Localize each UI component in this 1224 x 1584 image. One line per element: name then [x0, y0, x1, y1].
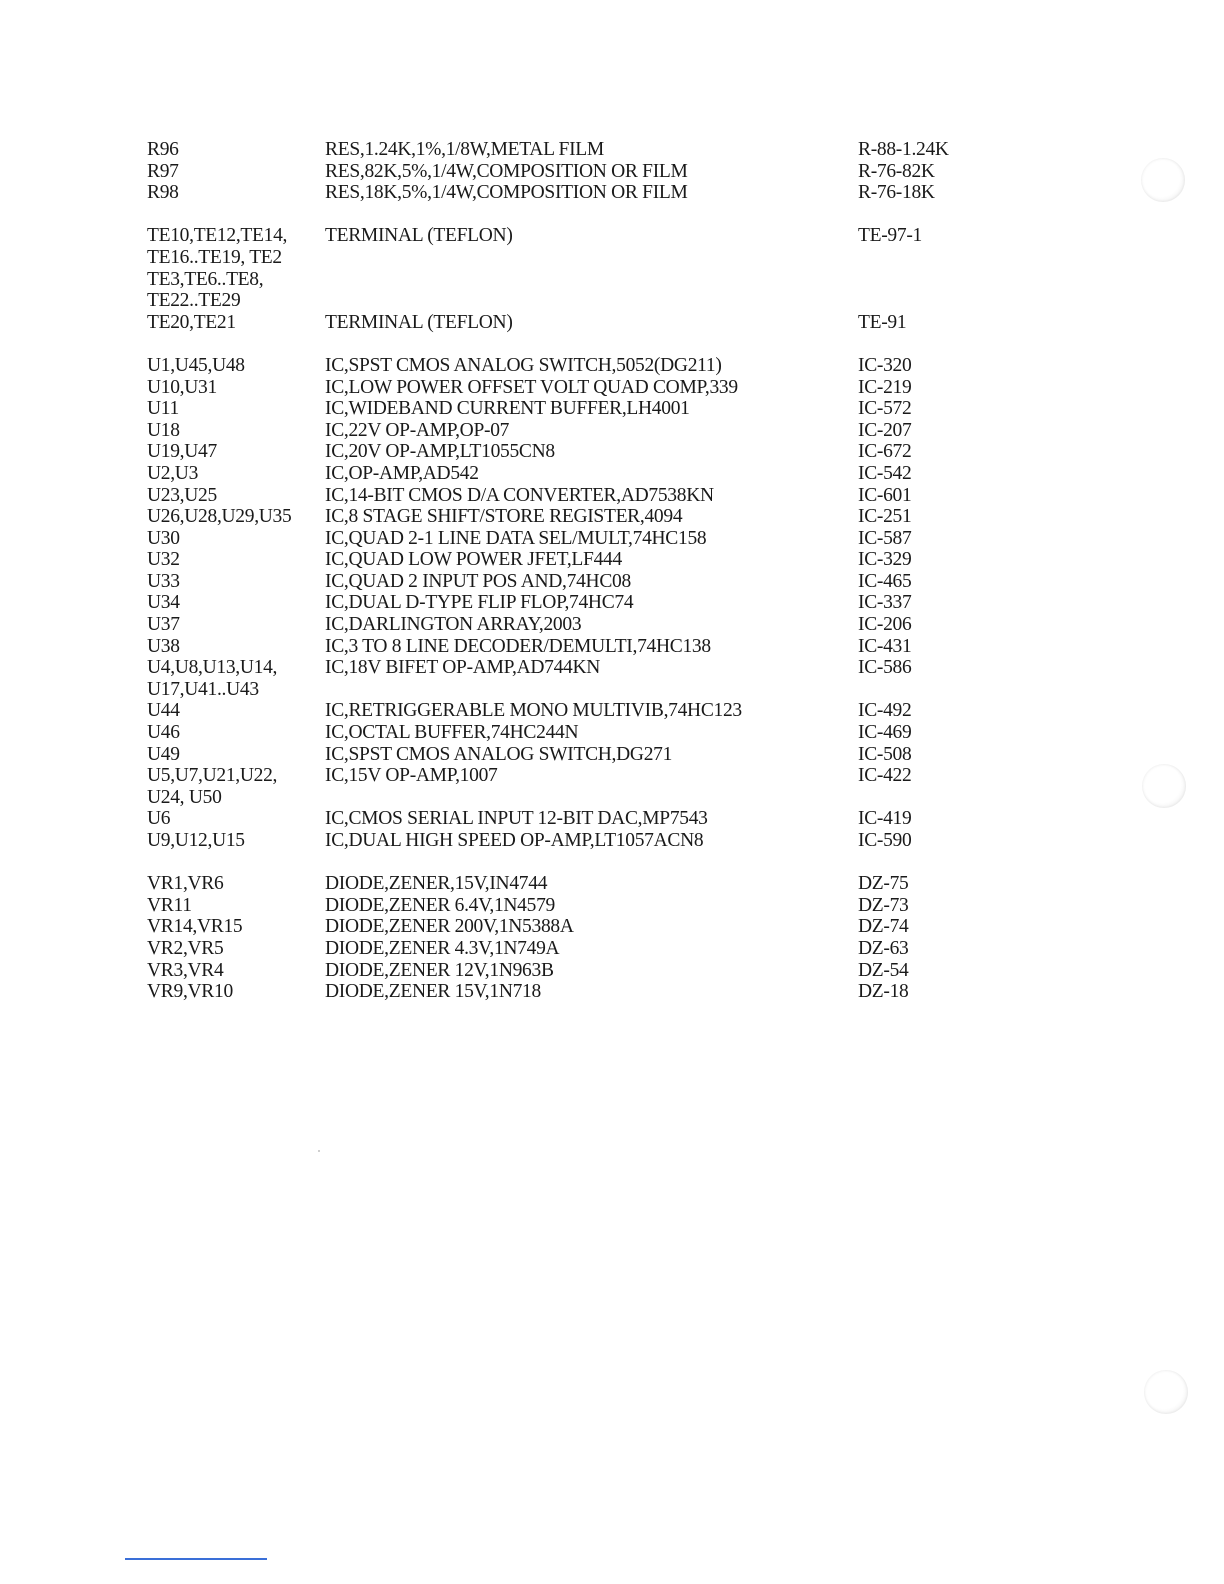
part-number: IC-601 — [858, 484, 912, 506]
reference-designator: R96 — [147, 139, 179, 160]
part-number: DZ-18 — [858, 981, 909, 1003]
reference-designator: U32 — [147, 549, 180, 571]
part-number: DZ-74 — [858, 916, 909, 938]
list-item — [147, 960, 1007, 982]
punch-hole-top — [1141, 158, 1185, 202]
scan-speck — [318, 1150, 320, 1152]
part-number: DZ-54 — [858, 959, 909, 981]
list-item — [147, 463, 1007, 485]
reference-designator: U11 — [147, 398, 179, 420]
reference-designator: U30 — [147, 527, 180, 549]
part-description: IC,SPST CMOS ANALOG SWITCH,DG271 — [325, 743, 673, 765]
list-item — [147, 377, 1007, 399]
reference-designator: U37 — [147, 614, 180, 636]
part-description: RES,18K,5%,1/4W,COMPOSITION OR FILM — [325, 182, 688, 204]
reference-designator: U46 — [147, 722, 180, 744]
part-description: IC,14-BIT CMOS D/A CONVERTER,AD7538KN — [325, 484, 714, 506]
part-number: IC-320 — [858, 354, 912, 376]
part-description: IC,15V OP-AMP,1007 — [325, 765, 498, 787]
part-number: DZ-73 — [858, 894, 909, 916]
part-description: IC,OCTAL BUFFER,74HC244N — [325, 722, 579, 744]
part-description: RES,82K,5%,1/4W,COMPOSITION OR FILM — [325, 160, 688, 182]
part-number: IC-586 — [858, 657, 912, 679]
part-description: DIODE,ZENER 6.4V,1N4579 — [325, 894, 555, 916]
part-description: IC,WIDEBAND CURRENT BUFFER,LH4001 — [325, 398, 690, 420]
list-item — [147, 312, 1007, 334]
part-description: IC,3 TO 8 LINE DECODER/DEMULTI,74HC138 — [325, 635, 711, 657]
part-number: IC-587 — [858, 527, 912, 549]
reference-designator: U18 — [147, 419, 180, 441]
part-description: IC,LOW POWER OFFSET VOLT QUAD COMP,339 — [325, 376, 738, 398]
list-item — [147, 225, 1007, 311]
part-number: IC-590 — [858, 830, 912, 852]
part-number: IC-508 — [858, 743, 912, 765]
part-number: R-88-1.24K — [858, 139, 949, 160]
list-item — [147, 571, 1007, 593]
part-number: IC-422 — [858, 765, 912, 787]
part-description: IC,20V OP-AMP,LT1055CN8 — [325, 441, 555, 463]
reference-designator: VR14,VR15 — [147, 916, 243, 938]
part-description: IC,QUAD 2-1 LINE DATA SEL/MULT,74HC158 — [325, 527, 707, 549]
reference-designator: U5,U7,U21,U22, U24, U50 — [147, 765, 278, 808]
reference-designator: U34 — [147, 592, 180, 614]
list-item — [147, 549, 1007, 571]
part-description: IC,DUAL HIGH SPEED OP-AMP,LT1057ACN8 — [325, 830, 704, 852]
list-item — [147, 830, 1007, 852]
reference-designator: U2,U3 — [147, 462, 199, 484]
part-description: RES,1.24K,1%,1/8W,METAL FILM — [325, 139, 604, 160]
list-item — [147, 981, 1007, 1003]
list-item — [147, 636, 1007, 658]
list-item — [147, 592, 1007, 614]
list-item — [147, 744, 1007, 766]
part-description: IC,8 STAGE SHIFT/STORE REGISTER,4094 — [325, 506, 683, 528]
part-number: R-76-82K — [858, 160, 935, 182]
part-number: IC-337 — [858, 592, 912, 614]
part-number: IC-465 — [858, 570, 912, 592]
reference-designator: U9,U12,U15 — [147, 830, 245, 852]
part-description: DIODE,ZENER 4.3V,1N749A — [325, 937, 560, 959]
part-description: IC,DARLINGTON ARRAY,2003 — [325, 614, 582, 636]
list-item — [147, 916, 1007, 938]
reference-designator: U38 — [147, 635, 180, 657]
reference-designator: U19,U47 — [147, 441, 217, 463]
list-item — [147, 700, 1007, 722]
part-number: IC-206 — [858, 614, 912, 636]
part-description: DIODE,ZENER 12V,1N963B — [325, 959, 554, 981]
reference-designator: U6 — [147, 808, 171, 830]
reference-designator: TE20,TE21 — [147, 311, 236, 333]
part-number: IC-207 — [858, 419, 912, 441]
part-description: TERMINAL (TEFLON) — [325, 311, 513, 333]
reference-designator: U26,U28,U29,U35 — [147, 506, 292, 528]
part-number: IC-572 — [858, 398, 912, 420]
reference-designator: VR11 — [147, 894, 192, 916]
part-description: IC,SPST CMOS ANALOG SWITCH,5052(DG211) — [325, 354, 722, 376]
part-number: IC-219 — [858, 376, 912, 398]
list-item — [147, 722, 1007, 744]
parts-list — [147, 139, 1007, 1003]
reference-designator: U44 — [147, 700, 180, 722]
punch-hole-middle — [1142, 764, 1186, 808]
reference-designator: TE10,TE12,TE14, TE16..TE19, TE2 TE3,TE6..TE8, TE22..TE29 — [147, 225, 288, 312]
list-item — [147, 938, 1007, 960]
list-item — [147, 873, 1007, 895]
punch-hole-bottom — [1144, 1370, 1188, 1414]
reference-designator: U4,U8,U13,U14, U17,U41..U43 — [147, 657, 278, 700]
part-number: DZ-75 — [858, 873, 909, 895]
reference-designator: U33 — [147, 570, 180, 592]
part-number: IC-469 — [858, 722, 912, 744]
reference-designator: U10,U31 — [147, 376, 217, 398]
reference-designator: R97 — [147, 160, 179, 182]
list-item — [147, 355, 1007, 377]
list-item — [147, 420, 1007, 442]
list-item — [147, 657, 1007, 700]
part-description: IC,CMOS SERIAL INPUT 12-BIT DAC,MP7543 — [325, 808, 708, 830]
reference-designator: R98 — [147, 182, 179, 204]
list-item — [147, 614, 1007, 636]
part-number: TE-97-1 — [858, 225, 922, 247]
list-item — [147, 528, 1007, 550]
list-item — [147, 182, 1007, 204]
list-item — [147, 485, 1007, 507]
list-item — [147, 139, 1007, 161]
list-item — [147, 765, 1007, 808]
list-item — [147, 398, 1007, 420]
footer-rule — [125, 1558, 267, 1560]
reference-designator: VR3,VR4 — [147, 959, 224, 981]
part-description: DIODE,ZENER 15V,1N718 — [325, 981, 541, 1003]
part-description: IC,22V OP-AMP,OP-07 — [325, 419, 510, 441]
part-description: IC,OP-AMP,AD542 — [325, 462, 479, 484]
part-number: IC-672 — [858, 441, 912, 463]
list-item — [147, 441, 1007, 463]
part-number: IC-251 — [858, 506, 912, 528]
part-description: IC,QUAD LOW POWER JFET,LF444 — [325, 549, 622, 571]
part-number: R-76-18K — [858, 182, 935, 204]
reference-designator: U49 — [147, 743, 180, 765]
part-description: DIODE,ZENER,15V,IN4744 — [325, 873, 548, 895]
part-description: IC,DUAL D-TYPE FLIP FLOP,74HC74 — [325, 592, 634, 614]
list-item — [147, 506, 1007, 528]
list-item — [147, 161, 1007, 183]
part-number: TE-91 — [858, 311, 907, 333]
reference-designator: U23,U25 — [147, 484, 217, 506]
part-description: IC,QUAD 2 INPUT POS AND,74HC08 — [325, 570, 631, 592]
list-item — [147, 808, 1007, 830]
part-number: IC-329 — [858, 549, 912, 571]
part-number: IC-431 — [858, 635, 912, 657]
part-description: DIODE,ZENER 200V,1N5388A — [325, 916, 574, 938]
reference-designator: VR2,VR5 — [147, 937, 224, 959]
part-number: IC-492 — [858, 700, 912, 722]
part-description: IC,18V BIFET OP-AMP,AD744KN — [325, 657, 601, 679]
part-description: TERMINAL (TEFLON) — [325, 225, 513, 247]
part-number: IC-419 — [858, 808, 912, 830]
part-number: DZ-63 — [858, 937, 909, 959]
list-item — [147, 895, 1007, 917]
reference-designator: VR9,VR10 — [147, 981, 233, 1003]
part-number: IC-542 — [858, 462, 912, 484]
reference-designator: VR1,VR6 — [147, 873, 224, 895]
reference-designator: U1,U45,U48 — [147, 354, 245, 376]
part-description: IC,RETRIGGERABLE MONO MULTIVIB,74HC123 — [325, 700, 742, 722]
